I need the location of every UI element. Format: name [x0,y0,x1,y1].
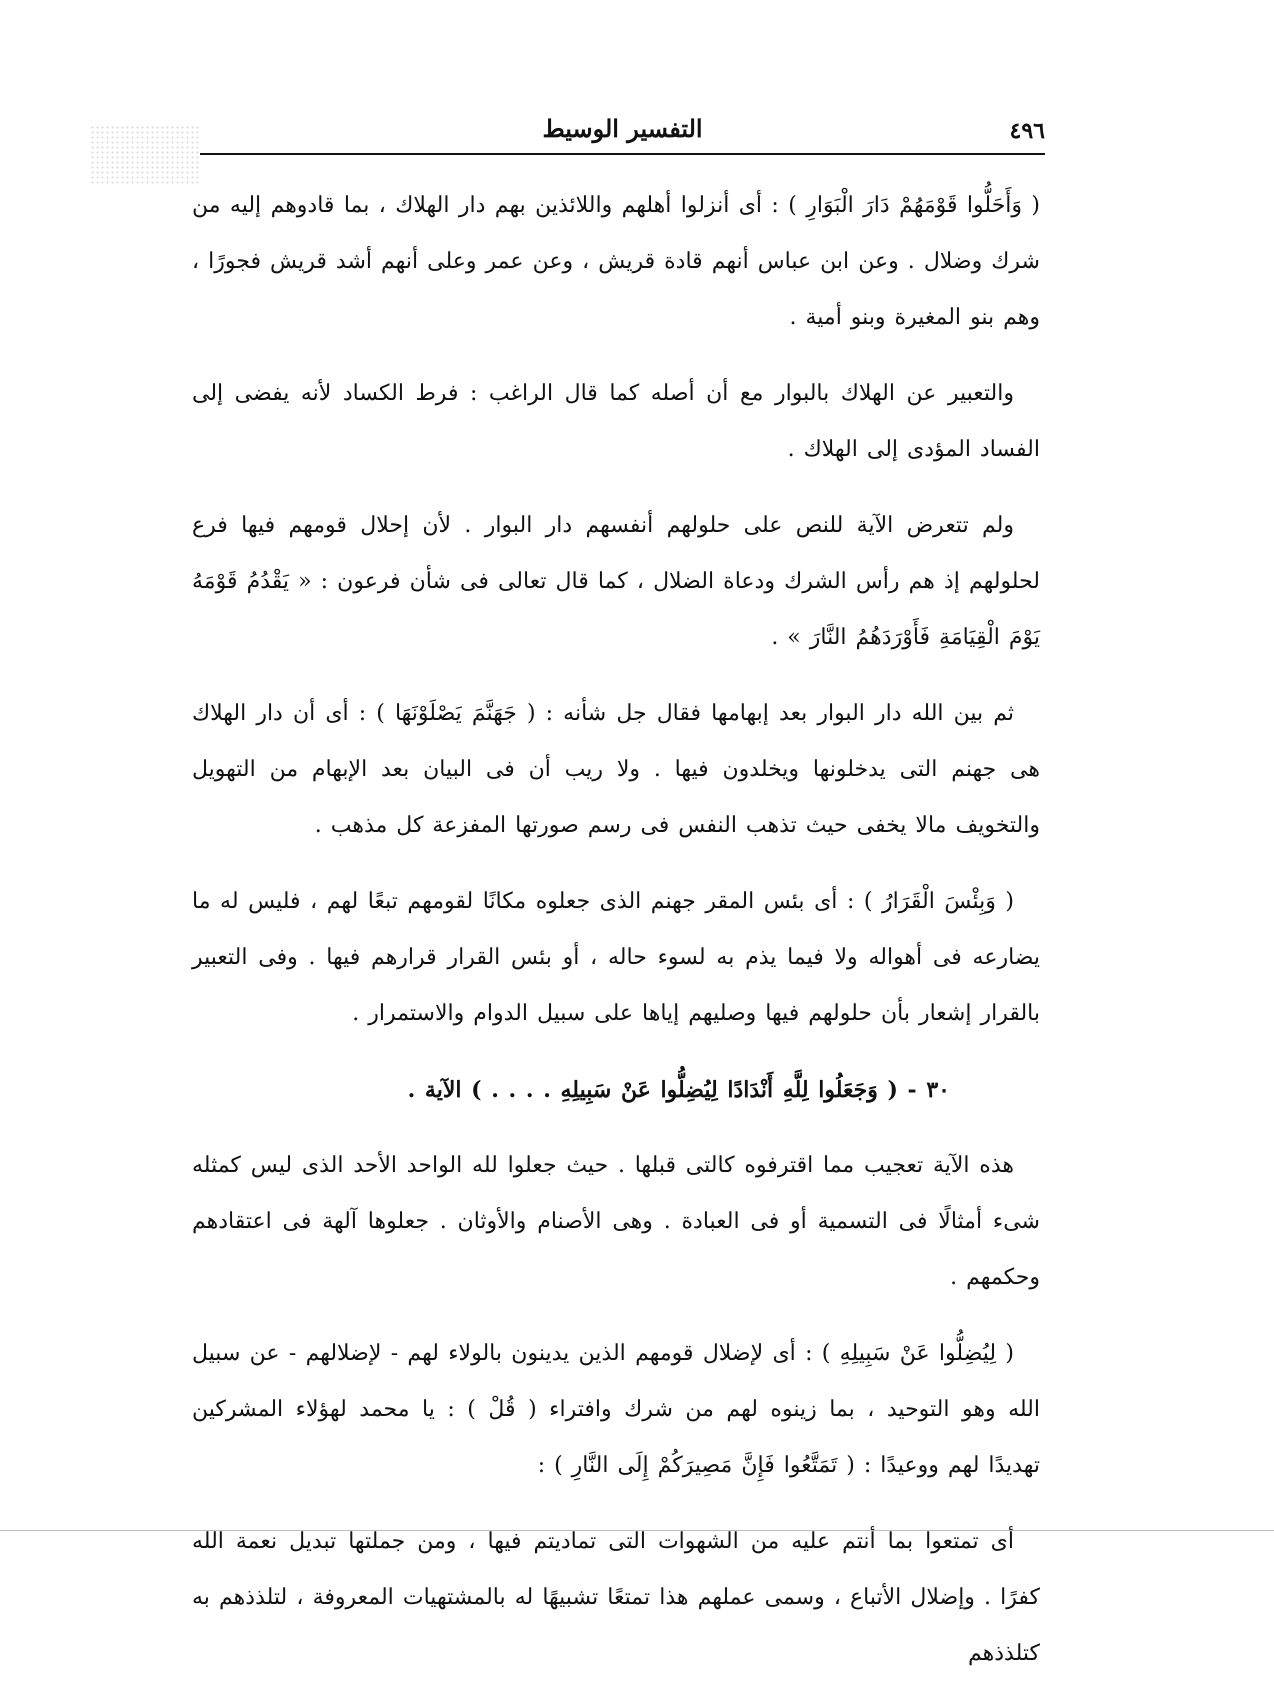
paragraph-2: والتعبير عن الهلاك بالبوار مع أن أصله كما قال الراغب : فرط الكساد لأنه يفضى إلى الفساد المؤدى إلى الهلاك . [192,381,1040,462]
paragraph-3: ولم تتعرض الآية للنص على حلولهم أنفسهم دار البوار . لأن إحلال قومهم فيها فرع لحلولهم إذ هم رأس الشرك ودعاة الضلال ، كما قال تعالى فى شأن فرعون : « يَقْدُمُ قَوْمَهُ يَوْمَ الْقِيَامَةِ فَأَوْرَدَهُمُ النَّارَ » . [192,513,1040,650]
scan-artifact [90,125,200,185]
page-number: ٤٩٦ [1009,118,1045,144]
paragraph-4: ثم بين الله دار البوار بعد إبهامها فقال جل شأنه : ( جَهَنَّمَ يَصْلَوْنَهَا ) : أى أن دار الهلاك هى جهنم التى يدخلونها ويخلدون فيها . ولا ريب أن فى البيان بعد الإبهام من التهويل والتخويف مالا يخفى حيث تذهب النفس فى رسم صورتها المفزعة كل مذهب . [192,701,1040,838]
paragraph-6: هذه الآية تعجيب مما اقترفوه كالتى قبلها . حيث جعلوا لله الواحد الأحد الذى ليس كمثله شىء أمثالًا فى التسمية أو فى العبادة . وهى الأصنام والأوثان . جعلوها آلهة فى اعتقادهم وحكمهم . [192,1153,1040,1290]
page-body [192,178,1040,1666]
paragraph-1: ( وَأَحَلُّوا قَوْمَهُمْ دَارَ الْبَوَارِ ) : أى أنزلوا أهلهم واللائذين بهم دار الهلاك ، بما قادوهم إليه من شرك وضلال . وعن ابن عباس أنهم قادة قريش ، وعن عمر وعلى أنهم أشد قريش فجورًا ، وهم بنو المغيرة وبنو أمية . [192,193,1040,330]
header-divider [200,153,1045,155]
paragraph-5: ( وَبِئْسَ الْقَرَارُ ) : أى بئس المقر جهنم الذى جعلوه مكانًا لقومهم تبعًا لهم ، فليس له ما يضارعه فى أهواله ولا فيما يذم به لسوء حاله ، أو بئس القرار قرارهم فيها . وفى التعبير بالقرار إشعار بأن حلولهم فيها وصليهم إياها على سبيل الدوام والاستمرار . [192,889,1040,1026]
running-title: التفسير الوسيط [542,114,703,143]
paragraph-8: أى تمتعوا بما أنتم عليه من الشهوات التى تماديتم فيها ، ومن جملتها تبديل نعمة الله كفرًا . وإضلال الأتباع ، وسمى عملهم هذا تمتعًا تشبيهًا له بالمشتهيات المعروفة ، لتلذذهم به كتلذذهم [192,1529,1040,1666]
scan-bottom-edge [0,1530,1274,1531]
page-header [200,108,1045,154]
verse-heading: ٣٠ - ( وَجَعَلُوا لِلَّهِ أَنْدَادًا لِيُضِلُّوا عَنْ سَبِيلِهِ . . . . ) الآية . [407,1077,950,1103]
paragraph-7: ( لِيُضِلُّوا عَنْ سَبِيلِهِ ) : أى لإضلال قومهم الذين يدينون بالولاء لهم - لإضلالهم - عن سبيل الله وهو التوحيد ، بما زينوه لهم من شرك وافتراء ( قُلْ ) : يا محمد لهؤلاء المشركين تهديدًا لهم ووعيدًا : ( تَمَتَّعُوا فَإِنَّ مَصِيرَكُمْ إِلَى النَّارِ ) : [192,1341,1040,1478]
